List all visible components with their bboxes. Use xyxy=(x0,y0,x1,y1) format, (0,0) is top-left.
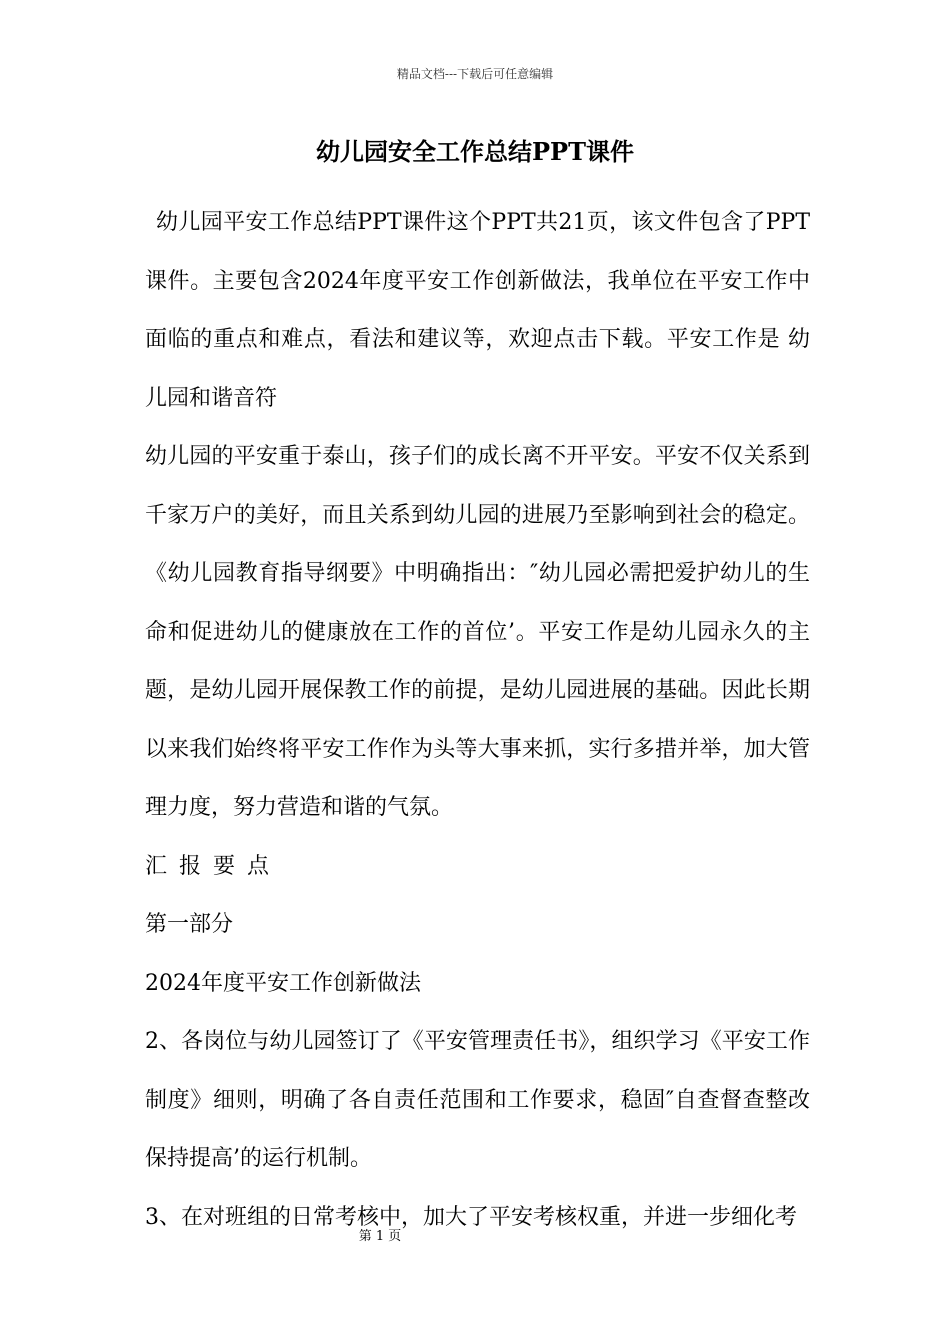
page-header: 精品文档---下载后可任意编辑 xyxy=(396,67,554,81)
body-paragraph: 幼儿园的平安重于泰山，孩子们的成长离不开平安。平安不仅关系到千家万户的美好，而且关系到幼儿园的进展乃至影响到社会的稳定。 《幼儿园教育指导纲要》中明确指出：″幼儿园必需把爱护幼儿的生命和促进幼儿的健康放在工作的首位’。平安工作是幼儿园永久的主题，是幼儿园开展保教工作的前提，是幼儿园进展的基础。因此长期以来我们始终将平安工作作为头等大事来抓，实行多措并举，加大管理力度，努力营造和谐的气氛。 xyxy=(145,444,810,820)
list-item: 3、在对班组的日常考核中，加大了平安考核权重，并进一步细化考 xyxy=(145,1204,797,1230)
list-item: 2、各岗位与幼儿园签订了《平安管理责任书》，组织学习《平安工作制度》细则，明确了各自责任范围和工作要求，稳固″自查督查整改保持提高’的运行机制。 xyxy=(145,1029,810,1171)
document-body xyxy=(145,194,810,1247)
intro-paragraph: 幼儿园平安工作总结PPT课件这个PPT共21页，该文件包含了PPT课件。主要包含2024年度平安工作创新做法，我单位在平安工作中面临的重点和难点，看法和建议等，欢迎点击下载。平安工作是 幼儿园和谐音符 xyxy=(145,210,810,411)
section-heading-report-points: 汇报要点 xyxy=(145,853,282,879)
section-subheading: 2024年度平安工作创新做法 xyxy=(145,970,421,996)
page-number: 第 1 页 xyxy=(358,1229,402,1244)
section-heading-part-one: 第一部分 xyxy=(145,912,234,937)
document-title: 幼儿园安全工作总结PPT课件 xyxy=(316,137,634,166)
